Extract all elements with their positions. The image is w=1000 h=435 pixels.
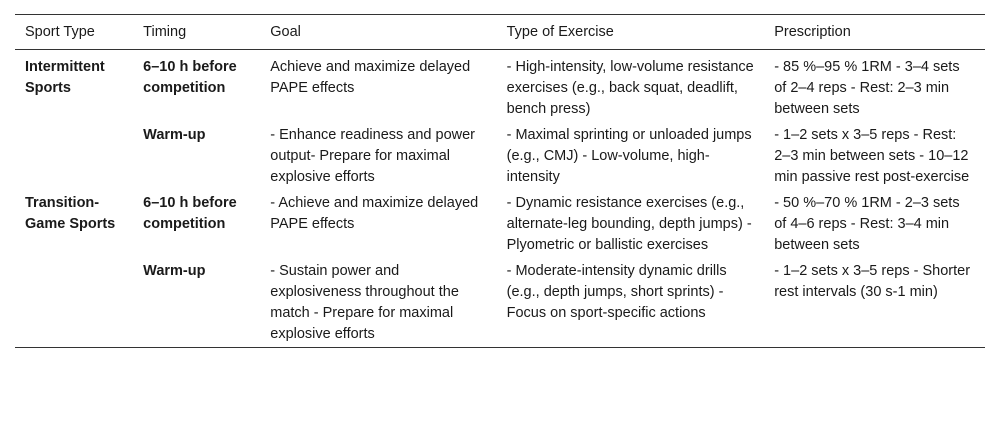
cell-timing: Warm-up (143, 263, 206, 279)
exercise-prescription-table (15, 14, 985, 348)
table-body (15, 50, 985, 348)
cell-exercise: - Maximal sprinting or unloaded jumps (e.g., CMJ) - Low-volume, high-intensity (506, 127, 752, 185)
cell-prescription: - 1–2 sets x 3–5 reps - Shorter rest intervals (30 s-1 min) (774, 263, 971, 300)
cell-goal: - Sustain power and explosiveness throughout the match - Prepare for maximal explosive efforts (270, 263, 459, 342)
table-row (15, 50, 985, 123)
header-goal: Goal (270, 24, 301, 40)
cell-goal: - Achieve and maximize delayed PAPE effects (270, 195, 479, 232)
table-row (15, 122, 985, 190)
header-timing: Timing (143, 24, 187, 40)
cell-timing: 6–10 h before competition (143, 195, 237, 232)
header-prescription: Prescription (774, 24, 851, 40)
cell-exercise: - Dynamic resistance exercises (e.g., alternate-leg bounding, depth jumps) - Plyometric or ballistic exercises (506, 195, 752, 253)
header-type-of-exercise: Type of Exercise (506, 24, 614, 40)
cell-exercise: - High-intensity, low-volume resistance exercises (e.g., back squat, deadlift, bench press) (506, 59, 754, 117)
table-header (15, 15, 985, 50)
table-container (15, 14, 985, 348)
table-row (15, 258, 985, 348)
cell-sport-type (15, 258, 133, 348)
cell-prescription: - 50 %–70 % 1RM - 2–3 sets of 4–6 reps - Rest: 3–4 min between sets (774, 195, 960, 253)
header-row (15, 15, 985, 50)
cell-goal: Achieve and maximize delayed PAPE effects (270, 59, 471, 96)
cell-timing: 6–10 h before competition (143, 59, 237, 96)
header-sport-type: Sport Type (25, 24, 95, 40)
cell-goal: - Enhance readiness and power output- Prepare for maximal explosive efforts (270, 127, 476, 185)
cell-exercise: - Moderate-intensity dynamic drills (e.g., depth jumps, short sprints) - Focus on sport-specific actions (506, 263, 727, 321)
cell-prescription: - 85 %–95 % 1RM - 3–4 sets of 2–4 reps - Rest: 2–3 min between sets (774, 59, 960, 117)
cell-sport-type: Intermittent Sports (25, 59, 105, 96)
cell-sport-type: Transition-Game Sports (25, 195, 116, 232)
table-row (15, 190, 985, 258)
cell-prescription: - 1–2 sets x 3–5 reps - Rest: 2–3 min between sets - 10–12 min passive rest post-exercise (774, 127, 970, 185)
cell-sport-type (15, 122, 133, 190)
cell-timing: Warm-up (143, 127, 206, 143)
